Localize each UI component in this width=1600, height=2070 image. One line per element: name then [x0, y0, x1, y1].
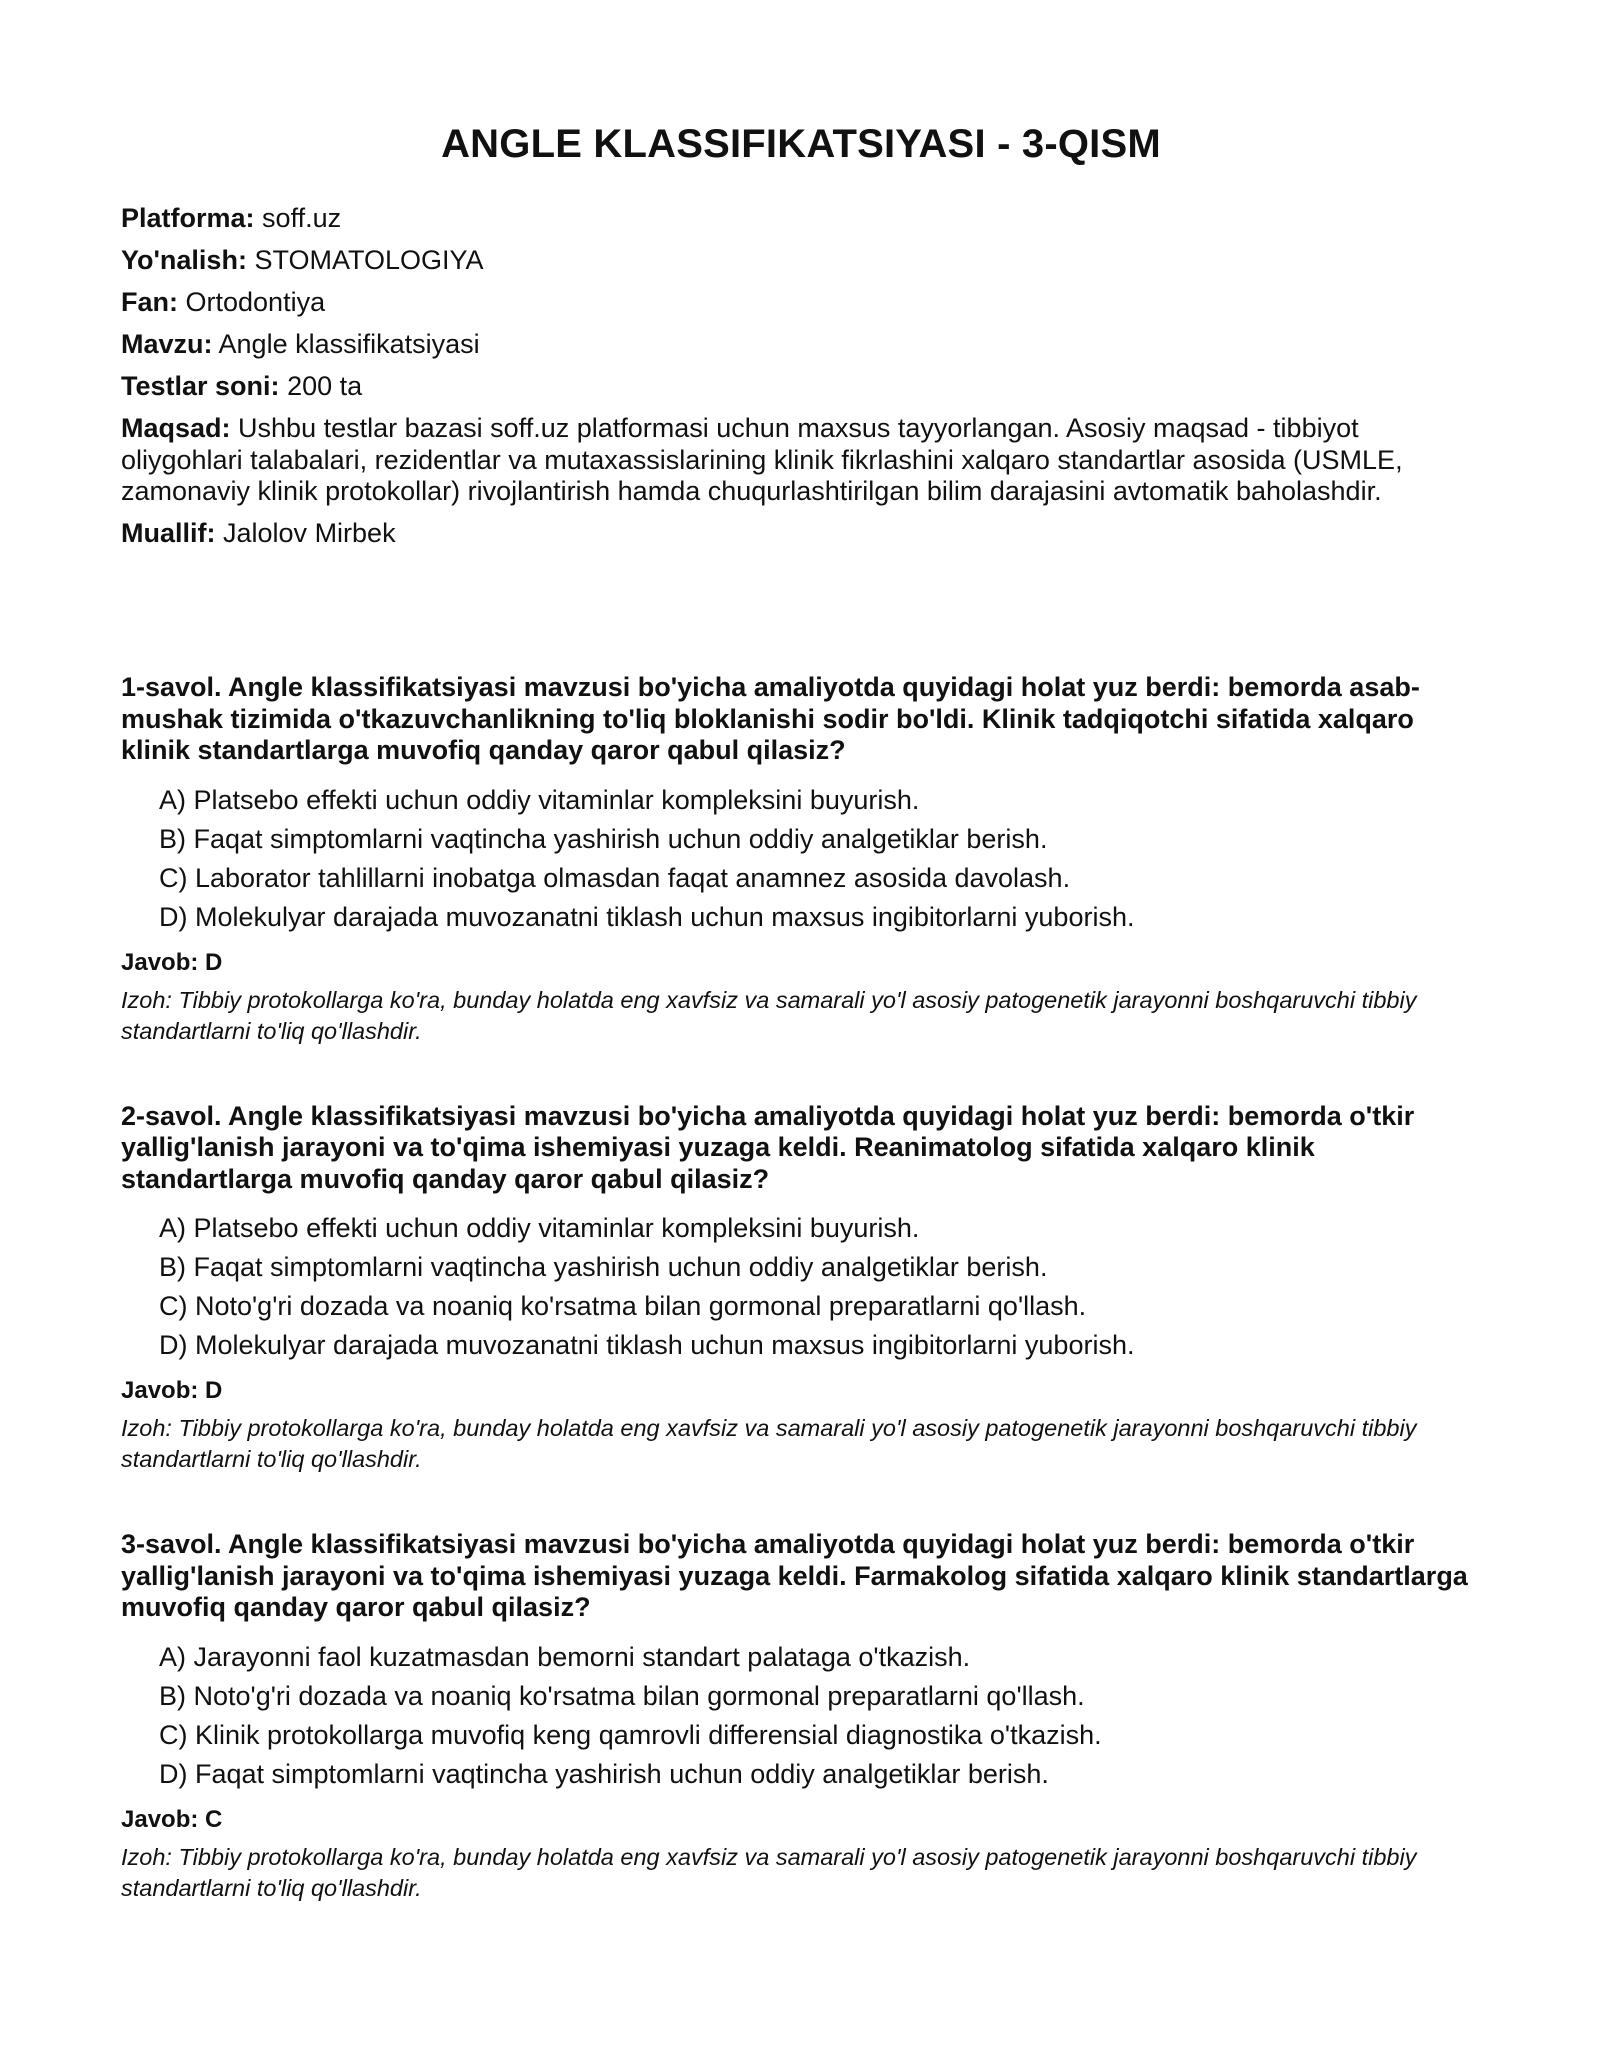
meta-key: Testlar soni: — [121, 371, 280, 401]
option-b: B) Faqat simptomlarni vaqtincha yashirish uchun oddiy analgetiklar berish. — [159, 823, 1048, 854]
meta-key: Maqsad: — [121, 413, 231, 443]
option-c: C) Klinik protokollarga muvofiq keng qamrovli differensial diagnostika o'tkazish. — [159, 1719, 1102, 1750]
answer-explanation: Izoh: Tibbiy protokollarga ko'ra, bunday holatda eng xavfsiz va samarali yo'l asosiy patogenetik jarayonni boshqaruvchi tibbiy standartlarni to'liq qo'llashdir. — [121, 1415, 1417, 1472]
correct-answer: Javob: C — [121, 1805, 223, 1833]
question-item — [121, 1101, 1481, 1476]
meta-key: Yo'nalish: — [121, 245, 247, 275]
meta-value: Angle klassifikatsiyasi — [218, 329, 480, 359]
meta-author — [121, 518, 1481, 550]
answer-explanation: Izoh: Tibbiy protokollarga ko'ra, bunday holatda eng xavfsiz va samarali yo'l asosiy patogenetik jarayonni boshqaruvchi tibbiy standartlarni to'liq qo'llashdir. — [121, 986, 1417, 1044]
meta-value: soff.uz — [262, 203, 342, 233]
option-b: B) Faqat simptomlarni vaqtincha yashirish uchun oddiy analgetiklar berish. — [159, 1252, 1048, 1282]
option-d: D) Molekulyar darajada muvozanatni tiklash uchun maxsus ingibitorlarni yuborish. — [159, 1330, 1135, 1360]
answer-options — [121, 781, 1481, 937]
question-item — [121, 672, 1481, 1047]
meta-key: Platforma: — [121, 203, 255, 233]
option-c: C) Laborator tahlillarni inobatga olmasdan faqat anamnez asosida davolash. — [159, 862, 1071, 893]
option-d: D) Molekulyar darajada muvozanatni tiklash uchun maxsus ingibitorlarni yuborish. — [159, 901, 1135, 932]
question-text: 1-savol. Angle klassifikatsiyasi mavzusi bo'yicha amaliyotda quyidagi holat yuz berdi: bemorda asab-mushak tizimida o'tkazuvchanlikning to'liq bloklanishi sodir bo'ldi. Klinik tadqiqotchi sifatida xalqaro klinik standartlarga muvofiq qanday qaror qabul qilasiz? — [121, 672, 1420, 765]
answer-options — [121, 1638, 1481, 1794]
meta-value: STOMATOLOGIYA — [254, 245, 484, 275]
option-a: A) Jarayonni faol kuzatmasdan bemorni standart palataga o'tkazish. — [159, 1641, 971, 1672]
meta-key: Mavzu: — [121, 329, 213, 359]
meta-topic — [121, 329, 1481, 361]
meta-direction — [121, 245, 1481, 277]
option-a: A) Platsebo effekti uchun oddiy vitaminlar kompleksini buyurish. — [159, 1213, 920, 1243]
meta-value: 200 ta — [287, 371, 363, 401]
metadata-block — [121, 203, 1481, 560]
meta-purpose — [121, 413, 1481, 508]
meta-value: Jalolov Mirbek — [223, 518, 396, 548]
meta-value: Ushbu testlar bazasi soff.uz platformasi uchun maxsus tayyorlangan. Asosiy maqsad - tibbiyot oliygohlari talabalari, rezidentlar va mutaxassislarining klinik fikrlashini xalqaro standartlar asosida (USMLE, zamonaviy klinik protokollar) rivojlantirish hamda chuqurlashtirilgan bilim darajasini avtomatik baholashdir. — [121, 413, 1403, 506]
meta-value: Ortodontiya — [185, 287, 326, 317]
answer-options — [121, 1209, 1481, 1365]
option-d: D) Faqat simptomlarni vaqtincha yashirish uchun oddiy analgetiklar berish. — [159, 1758, 1049, 1789]
correct-answer: Javob: D — [121, 948, 223, 976]
answer-explanation: Izoh: Tibbiy protokollarga ko'ra, bunday holatda eng xavfsiz va samarali yo'l asosiy patogenetik jarayonni boshqaruvchi tibbiy standartlarni to'liq qo'llashdir. — [121, 1843, 1417, 1901]
question-text: 3-savol. Angle klassifikatsiyasi mavzusi bo'yicha amaliyotda quyidagi holat yuz berdi: bemorda o'tkir yallig'lanish jarayoni va to'qima ishemiyasi yuzaga keldi. Farmakolog sifatida xalqaro klinik standartlarga muvofiq qanday qaror qabul qilasiz? — [121, 1529, 1468, 1622]
option-a: A) Platsebo effekti uchun oddiy vitaminlar kompleksini buyurish. — [159, 784, 920, 815]
question-text: 2-savol. Angle klassifikatsiyasi mavzusi bo'yicha amaliyotda quyidagi holat yuz berdi: bemorda o'tkir yallig'lanish jarayoni va to'qima ishemiyasi yuzaga keldi. Reanimatolog sifatida xalqaro klinik standartlarga muvofiq qanday qaror qabul qilasiz? — [121, 1100, 1415, 1194]
meta-platform — [121, 203, 1481, 235]
meta-test-count — [121, 371, 1481, 403]
document-title: ANGLE KLASSIFIKATSIYASI - 3-QISM — [441, 122, 1161, 166]
correct-answer: Javob: D — [121, 1377, 223, 1404]
option-c: C) Noto'g'ri dozada va noaniq ko'rsatma bilan gormonal preparatlarni qo'llash. — [159, 1291, 1087, 1321]
question-list — [121, 672, 1481, 1958]
question-item — [121, 1529, 1481, 1904]
meta-subject — [121, 287, 1481, 319]
meta-key: Muallif: — [121, 518, 216, 548]
option-b: B) Noto'g'ri dozada va noaniq ko'rsatma bilan gormonal preparatlarni qo'llash. — [159, 1680, 1085, 1711]
meta-key: Fan: — [121, 287, 178, 317]
